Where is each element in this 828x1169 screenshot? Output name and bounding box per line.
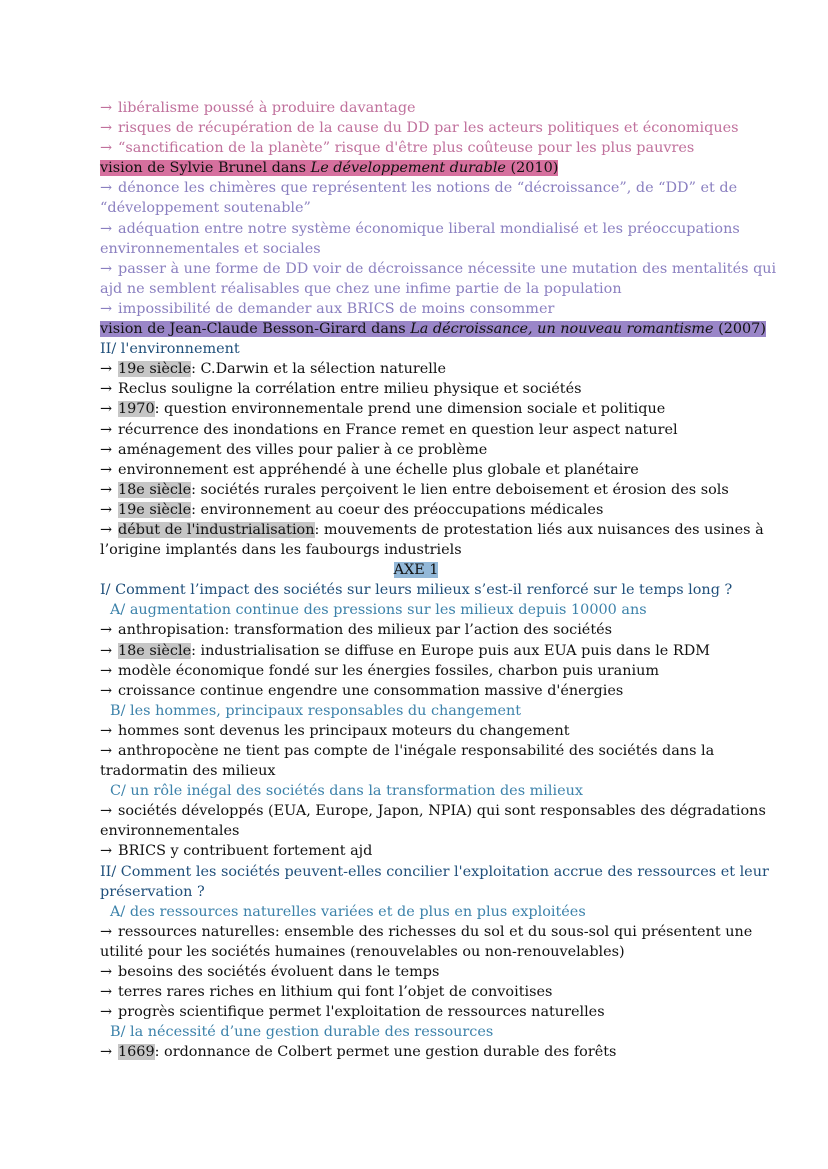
text-line: [100, 661, 732, 681]
text-line: [100, 540, 732, 560]
arrow-icon: →: [100, 521, 113, 538]
arrow-icon: →: [100, 1044, 113, 1061]
text-line: [100, 480, 732, 500]
arrow-icon: →: [100, 381, 113, 398]
arrow-icon: →: [100, 722, 113, 739]
text-line: [100, 259, 777, 279]
arrow-icon: →: [100, 964, 113, 981]
arrow-icon: →: [100, 140, 113, 157]
line-text: : ordonnance de Colbert permet une gestion durable des forêts: [154, 1044, 617, 1061]
text-line: [100, 741, 732, 761]
line-text: : C.Darwin et la sélection naturelle: [191, 361, 446, 378]
text-line: [100, 962, 732, 982]
date-highlight: 18e siècle: [118, 481, 192, 498]
arrow-icon: →: [100, 300, 113, 317]
line-text: environnement est appréhendé à une échelle plus globale et planétaire: [118, 461, 639, 478]
date-highlight: 18e siècle: [118, 642, 192, 659]
text-line: [100, 460, 732, 480]
line-text: : question environnementale prend une dimension sociale et politique: [154, 401, 666, 418]
arrow-icon: →: [100, 220, 113, 237]
arrow-icon: →: [100, 401, 113, 418]
text-line: [100, 1022, 732, 1042]
text-line: [100, 299, 732, 319]
text-line: [100, 379, 732, 399]
text-line: [100, 178, 738, 198]
text-line: [100, 420, 732, 440]
text-line: [100, 1042, 732, 1062]
line-text: C/ un rôle inégal des sociétés dans la transformation des milieux: [110, 783, 584, 800]
text-line: [100, 580, 732, 600]
text-line: [100, 641, 732, 661]
line-text: dénonce les chimères que représentent les notions de “décroissance”, de “DD” et de: [118, 180, 738, 197]
text-line: [100, 781, 732, 801]
line-text: A/ des ressources naturelles variées et de plus en plus exploitées: [110, 903, 586, 920]
date-highlight: 19e siècle: [118, 501, 192, 518]
line-text: récurrence des inondations en France remet en question leur aspect naturel: [118, 421, 678, 438]
text-line: [100, 902, 732, 922]
arrow-icon: →: [100, 461, 113, 478]
line-text: : mouvements de protestation liés aux nuisances des usines à: [314, 521, 764, 538]
date-highlight: 19e siècle: [118, 361, 192, 378]
line-text: terres rares riches en lithium qui font l’objet de convoitises: [118, 984, 553, 1001]
text-line: [100, 560, 732, 580]
arrow-icon: →: [100, 1004, 113, 1021]
arrow-icon: →: [100, 682, 113, 699]
line-text: “développement soutenable”: [100, 200, 311, 217]
line-text: libéralisme poussé à produire davantage: [118, 100, 416, 116]
text-line: [100, 721, 732, 741]
line-text: aménagement des villes pour palier à ce problème: [118, 441, 488, 458]
text-line: [100, 118, 739, 138]
line-text: : environnement au coeur des préoccupations médicales: [191, 501, 604, 518]
line-text: ressources naturelles: ensemble des richesses du sol et du sous-sol qui présentent une: [118, 923, 753, 940]
text-line: [100, 440, 732, 460]
arrow-icon: →: [100, 642, 113, 659]
line-text: modèle économique fondé sur les énergies fossiles, charbon puis uranium: [118, 662, 660, 679]
arrow-icon: →: [100, 662, 113, 679]
line-text: croissance continue engendre une consommation massive d'énergies: [118, 682, 624, 699]
text-line: [100, 681, 732, 701]
line-text: impossibilité de demander aux BRICS de moins consommer: [118, 300, 555, 317]
date-highlight: début de l'industrialisation: [118, 521, 315, 538]
line-text: II/ Comment les sociétés peuvent-elles concilier l'exploitation accrue des ressources et leur: [100, 863, 769, 880]
text-line: [100, 1002, 732, 1022]
text-line: [100, 399, 732, 419]
arrow-icon: →: [100, 180, 113, 197]
text-line: [100, 841, 732, 861]
text-line: [100, 339, 732, 359]
text-line: [100, 138, 732, 158]
text-line: [100, 520, 764, 540]
document-body: [100, 98, 777, 1063]
line-text: “sanctification de la planète” risque d'être plus coûteuse pour les plus pauvres: [118, 140, 695, 157]
arrow-icon: →: [100, 622, 113, 639]
line-text: tradormatin des milieux: [100, 763, 276, 780]
arrow-icon: →: [100, 361, 113, 378]
arrow-icon: →: [100, 421, 113, 438]
line-text: sociétés développés (EUA, Europe, Japon, NPIA) qui sont responsables des dégradations: [118, 803, 766, 820]
highlighted-heading: [100, 321, 766, 337]
arrow-icon: →: [100, 743, 113, 759]
highlighted-heading: [100, 160, 558, 176]
line-text: environnementales: [100, 823, 240, 840]
arrow-icon: →: [100, 441, 113, 458]
text-line: [100, 98, 732, 118]
line-text: utilité pour les sociétés humaines (renouvelables ou non-renouvelables): [100, 943, 625, 960]
text-line: [100, 198, 732, 218]
text-line: [100, 761, 732, 781]
date-highlight: 1970: [118, 401, 155, 418]
line-text: ajd ne semblent réalisables que chez une infime partie de la population: [100, 280, 622, 297]
text-line: [100, 801, 766, 821]
text-line: [100, 319, 766, 339]
text-line: [100, 219, 740, 239]
text-line: [100, 922, 753, 942]
text-line: [100, 279, 732, 299]
arrow-icon: →: [100, 260, 113, 277]
heading-title: Le développement durable: [310, 160, 506, 177]
line-text: Reclus souligne la corrélation entre milieu physique et sociétés: [118, 381, 582, 398]
text-line: [100, 359, 732, 379]
line-text: besoins des sociétés évoluent dans le temps: [118, 964, 440, 981]
line-text: II/ l'environnement: [100, 341, 240, 358]
heading-title: La décroissance, un nouveau romantisme: [410, 321, 714, 338]
heading-prefix: vision de Sylvie Brunel dans: [100, 160, 311, 177]
line-text: : industrialisation se diffuse en Europe puis aux EUA puis dans le RDM: [191, 642, 710, 659]
heading-prefix: vision de Jean-Claude Besson-Girard dans: [100, 321, 411, 338]
arrow-icon: →: [100, 984, 113, 1001]
line-text: anthropocène ne tient pas compte de l'inégale responsabilité des sociétés dans la: [118, 743, 715, 759]
text-line: [100, 239, 732, 259]
line-text: anthropisation: transformation des milieux par l’action des sociétés: [118, 622, 613, 639]
section-label: AXE 1: [393, 562, 439, 579]
text-line: [100, 862, 769, 882]
arrow-icon: →: [100, 481, 113, 498]
arrow-icon: →: [100, 923, 113, 940]
line-text: progrès scientifique permet l'exploitation de ressources naturelles: [118, 1004, 605, 1021]
text-line: [100, 701, 732, 721]
line-text: B/ la nécessité d’une gestion durable des ressources: [110, 1024, 494, 1041]
arrow-icon: →: [100, 120, 113, 137]
heading-suffix: (2007): [713, 321, 766, 338]
arrow-icon: →: [100, 843, 113, 860]
text-line: [100, 500, 732, 520]
text-line: [100, 158, 732, 178]
text-line: [100, 942, 732, 962]
text-line: [100, 821, 732, 841]
line-text: passer à une forme de DD voir de décroissance nécessite une mutation des mentalités qui: [118, 260, 777, 277]
line-text: risques de récupération de la cause du DD par les acteurs politiques et économiques: [118, 120, 739, 137]
line-text: : sociétés rurales perçoivent le lien entre deboisement et érosion des sols: [191, 481, 729, 498]
line-text: hommes sont devenus les principaux moteurs du changement: [118, 722, 570, 739]
text-line: [100, 600, 732, 620]
line-text: A/ augmentation continue des pressions sur les milieux depuis 10000 ans: [110, 602, 647, 619]
line-text: l’origine implantés dans les faubourgs industriels: [100, 542, 462, 559]
heading-suffix: (2010): [505, 160, 559, 177]
arrow-icon: →: [100, 501, 113, 518]
line-text: préservation ?: [100, 883, 205, 900]
date-highlight: 1669: [118, 1044, 155, 1061]
arrow-icon: →: [100, 803, 113, 820]
line-text: B/ les hommes, principaux responsables du changement: [110, 702, 522, 719]
text-line: [100, 620, 732, 640]
arrow-icon: →: [100, 100, 113, 116]
line-text: I/ Comment l’impact des sociétés sur leurs milieux s’est-il renforcé sur le temps long ?: [100, 582, 733, 599]
line-text: adéquation entre notre système économique liberal mondialisé et les préoccupations: [118, 220, 740, 237]
text-line: [100, 982, 732, 1002]
line-text: environnementales et sociales: [100, 240, 321, 257]
line-text: BRICS y contribuent fortement ajd: [118, 843, 373, 860]
text-line: [100, 882, 732, 902]
